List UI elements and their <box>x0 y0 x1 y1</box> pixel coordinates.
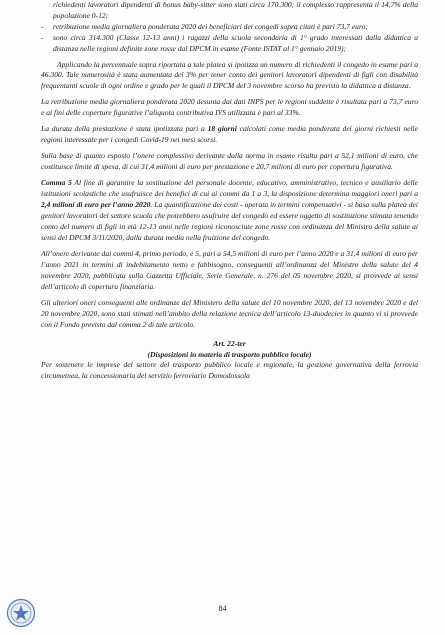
bullet-marker <box>41 0 53 22</box>
article-heading: (Disposizioni in materia di trasporto pubblico locale) <box>147 349 312 359</box>
paragraph-text: Al fine di garantire la sostituzione del personale docente, educativo, amministrativo, tecnico e ausiliario delle istituzioni scolastiche che usufruisce dei benefici di cui ai commi da 1 a 3, la disposizione determina maggiori oneri pari a <box>41 178 419 199</box>
bullet-item <box>41 22 418 33</box>
comma-label: Comma 5 <box>41 178 72 188</box>
paragraph: La retribuzione media giornaliera ponderata 2020 desunta dai dati INPS per le regioni suddette è risultata pari a 73,7 euro e ai fini delle coperture figurative l’aliquota contributiva IVS utilizzata è pari al 33%. <box>41 97 418 118</box>
article-title: Art. 22-ter <box>213 338 246 348</box>
bullet-text: richiedenti lavoratori dipendenti di bonus baby-sitter sono stati circa 170.300; il complesso rappresenta il 14,7% della popolazione 0-12; <box>53 0 418 20</box>
paragraph: Per sostenere le imprese del settore del trasporto pubblico locale e regionale, la gestione governativa della ferrovia circumetnea, la concessionaria del servizio ferroviario Domodossola <box>41 360 418 381</box>
paragraph-text: La durata della prestazione è stata ipotizzata pari a <box>41 124 208 134</box>
paragraph: Applicando la percentuale sopra riportata a tale platea si ipotizza un numero di richiedenti il congedo in esame pari a 46.300. Tale numerosità è stata aumentata del 3% per tener conto dei genitori lavoratori dipendenti di figli con disabilità frequentanti scuole di ogni ordine e grado per le quali il DPCM del 3 novembre scorso ha previsto la didattica a distanza. <box>41 59 418 91</box>
paragraph: Sulla base di quanto esposto l’onere complessivo derivante dalla norma in esame risulta pari a 52,1 milioni di euro, che costituisce limite di spesa, di cui 31,4 milioni di euro per prestazione e 20,7 milioni di euro per copertura figurativa. <box>41 151 418 172</box>
bullet-marker: - <box>41 32 44 42</box>
paragraph-bold-text: 18 giorni <box>207 124 237 134</box>
paragraph-text: . La quantificazione dei costi - operata in termini compensativi - si basa sulla platea dei genitori lavoratori del settore scuola che potrebbero usufruire del congedo ed essere oggetto di sostituzione stimata tenendo conto del numero di figli in età 12-13 anni nelle regioni riconosciute zone rosse con ordinanza del Ministro della salute ai sensi del DPCM 3/11/2020, dalla durata media nella fruizione del congedo. <box>41 200 418 242</box>
paragraph <box>41 178 418 243</box>
bullet-list <box>41 0 418 55</box>
republic-emblem-icon <box>6 598 36 628</box>
paragraph-bold-text: 2,4 milioni di euro per l’anno 2020 <box>41 200 151 210</box>
paragraph: All’onere derivante dai commi 4, primo periodo, e 5, pari a 54,5 milioni di euro per l’anno 2020 e a 31,4 milioni di euro per l’anno 2021 in termini di indebitamento netto e fabbisogno, conseguenti all’ordinanza del Ministro della salute del 4 novembre 2020, pubblicata sulla Gazzetta Ufficiale, Serie Generale, n. 276 del 05 novembre 2020, si provvede ai sensi dell’articolo di copertura finanziaria. <box>41 249 418 291</box>
bullet-marker: - <box>41 21 44 31</box>
page-number: 84 <box>218 604 227 613</box>
bullet-item <box>41 33 418 55</box>
bullet-item <box>41 0 418 22</box>
paragraph <box>41 124 418 146</box>
paragraph: Gli ulteriori oneri conseguenti alle ordinanze del Ministero della salute del 10 novembre 2020, del 13 novembre 2020 e del 20 novembre 2020, sono stati stimati nell’ambito della relazione tecnica dell’articolo 13-duodecies in quanto vi si provvede con il Fondo previsto dal comma 2 di tale articolo. <box>41 297 418 329</box>
paragraph-text: calcolati come media ponderata dei giorni richiesti nelle regioni interessate per i congedi Covid-19 nei mesi scorsi. <box>41 124 419 145</box>
document-body <box>41 0 418 387</box>
bullet-text: sono circa 314.300 (Classe 12-13 anni) i ragazzi della scuola secondaria di 1° grado interessati dalla didattica a distanza nelle regioni definite zone rosse dal DPCM in esame (Fonte ISTAT al 1° gennaio 2019); <box>53 32 418 53</box>
bullet-text: retribuzione media giornaliera ponderata 2020 dei beneficiari dei congedi sopra citati è pari 73,7 euro; <box>53 21 368 31</box>
